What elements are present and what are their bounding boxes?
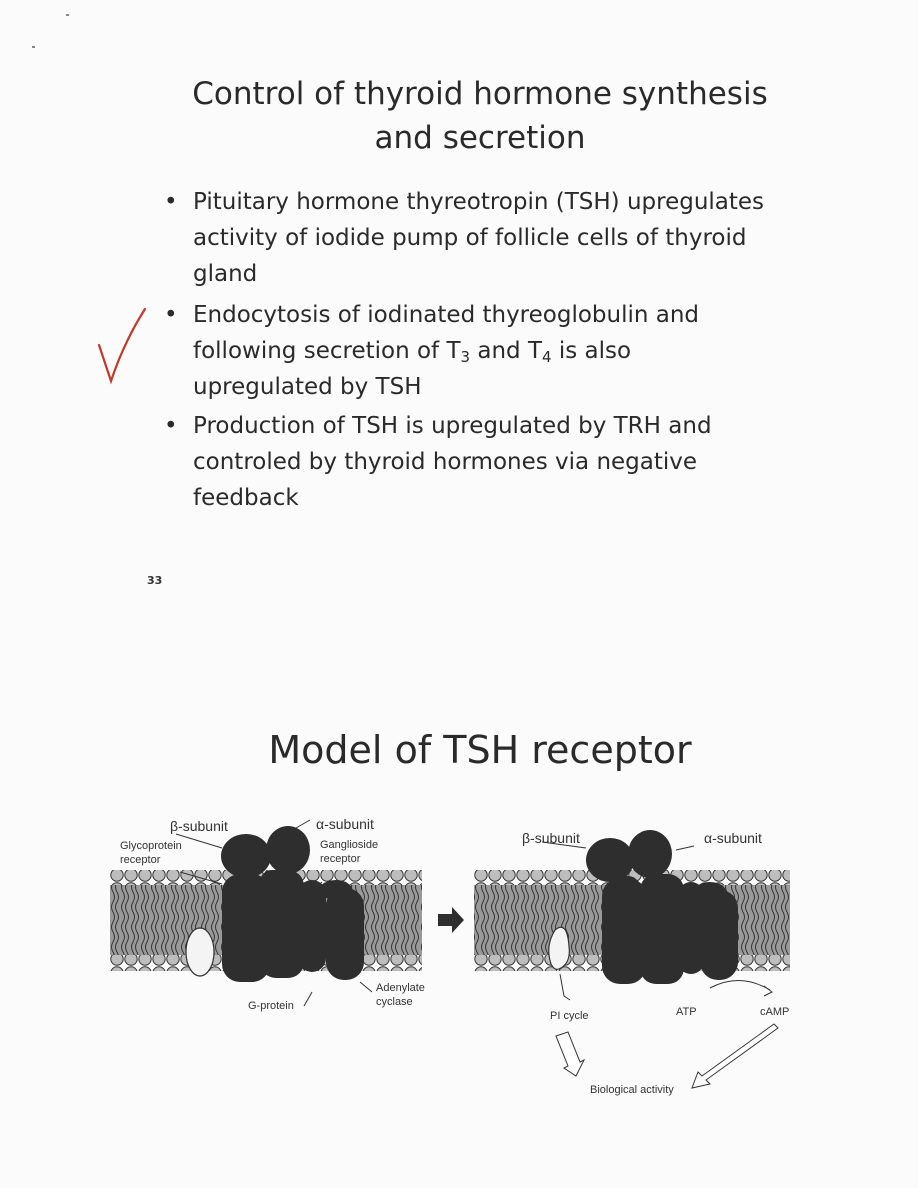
slide1-title-line2: and secretion (374, 120, 586, 156)
left-beta-subunit-label: β-subunit (170, 818, 228, 834)
bullet-line: Pituitary hormone thyreotropin (TSH) upregulates (193, 189, 765, 215)
ganglioside-label-line2: receptor (320, 853, 361, 865)
transition-arrow-icon (438, 907, 464, 933)
slide1-title (150, 72, 810, 160)
adenylate-cyclase-label-line2: cyclase (376, 996, 413, 1008)
bullet-item (160, 408, 712, 516)
scan-speck (66, 14, 69, 16)
right-beta-subunit-label: β-subunit (522, 830, 580, 846)
left-ganglioside-blob (186, 928, 214, 976)
subscript: 4 (542, 348, 552, 366)
bullet-line: upregulated by TSH (193, 374, 422, 400)
bullet-line: gland (193, 261, 258, 287)
atp-label: ATP (676, 1006, 697, 1018)
bullet-line: Production of TSH is upregulated by TRH and (193, 413, 712, 439)
bullet-text: is also (551, 338, 632, 364)
adenylate-cyclase-label-line1: Adenylate (376, 982, 425, 994)
bullet-line: feedback (193, 485, 299, 511)
g-protein-label: G-protein (248, 1000, 294, 1012)
right-receptor-proteins (586, 830, 738, 984)
page-number: 33 (147, 574, 163, 587)
bullet-dot: • (164, 189, 178, 215)
tsh-receptor-illustration (110, 812, 800, 1112)
glycoprotein-label-line2: receptor (120, 854, 161, 866)
bullet-line: activity of iodide pump of follicle cells of thyroid (193, 225, 747, 251)
camp-arrow-icon (692, 1024, 778, 1088)
slide1-title-line1: Control of thyroid hormone synthesis (192, 76, 768, 112)
scan-speck (32, 46, 35, 48)
glycoprotein-label-line1: Glycoprotein (120, 840, 182, 852)
bullet-text: and T (470, 338, 542, 364)
pi-cycle-arrow-icon (556, 1032, 584, 1076)
bullet-line: Endocytosis of iodinated thyreoglobulin and (193, 302, 700, 328)
bullet-dot: • (164, 302, 178, 328)
biological-activity-label: Biological activity (590, 1084, 674, 1096)
handwritten-checkmark-icon (95, 305, 155, 385)
bullet-line: controled by thyroid hormones via negative (193, 449, 698, 475)
bullet-dot: • (164, 413, 178, 439)
tsh-receptor-diagram (110, 812, 800, 1112)
bullet-line (193, 333, 699, 369)
bullet-item (160, 184, 764, 292)
subscript: 3 (460, 348, 471, 366)
bullet-item (160, 297, 699, 405)
camp-label: cAMP (760, 1006, 790, 1018)
pi-cycle-label: PI cycle (550, 1010, 589, 1022)
bullet-text: following secretion of T (193, 338, 461, 364)
left-alpha-subunit-label: α-subunit (316, 816, 374, 832)
slide2-title: Model of TSH receptor (268, 728, 692, 772)
ganglioside-label-line1: Ganglioside (320, 839, 379, 851)
right-alpha-subunit-label: α-subunit (704, 830, 762, 846)
